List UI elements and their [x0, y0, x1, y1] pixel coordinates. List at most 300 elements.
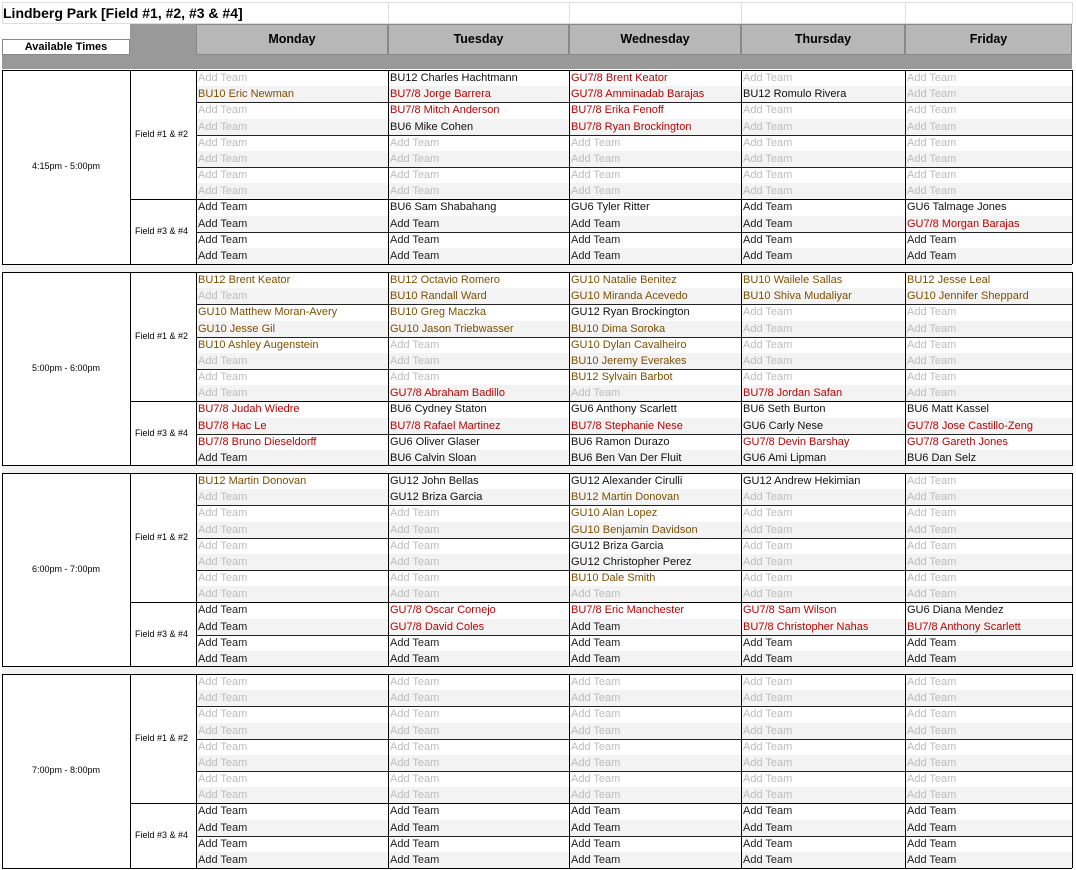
- add-team-slot[interactable]: Add Team: [198, 773, 248, 785]
- column-divider: [388, 473, 389, 667]
- add-team-slot[interactable]: Add Team: [907, 475, 957, 487]
- column-divider: [196, 674, 197, 868]
- header-field-column-shade: [130, 24, 196, 55]
- add-team-slot[interactable]: Add Team: [905, 248, 1072, 264]
- column-divider: [741, 674, 742, 868]
- add-team-slot[interactable]: Add Team: [196, 755, 388, 771]
- add-team-slot[interactable]: Add Team: [905, 755, 1072, 771]
- add-team-slot[interactable]: Add Team: [196, 119, 388, 135]
- add-team-slot[interactable]: Add Team: [741, 651, 905, 667]
- team-slot[interactable]: BU7/8 Bruno Dieseldorff: [198, 435, 317, 448]
- add-team-slot[interactable]: Add Team: [905, 183, 1072, 199]
- team-slot[interactable]: GU12 Alexander Cirulli: [571, 475, 683, 487]
- team-slot[interactable]: BU10 Wailele Sallas: [743, 274, 843, 286]
- add-team-slot[interactable]: Add Team: [907, 104, 957, 117]
- add-team-slot[interactable]: Add Team: [390, 539, 440, 552]
- day-header-friday: Friday: [905, 24, 1072, 55]
- add-team-slot[interactable]: Add Team: [388, 723, 569, 739]
- add-team-slot[interactable]: Add Team: [907, 636, 957, 649]
- team-slot[interactable]: GU12 John Bellas: [390, 475, 479, 487]
- add-team-slot[interactable]: Add Team: [196, 151, 388, 167]
- add-team-slot[interactable]: Add Team: [390, 740, 440, 753]
- page-title: Lindberg Park [Field #1, #2, #3 & #4]: [3, 5, 243, 21]
- add-team-slot[interactable]: Add Team: [743, 72, 793, 84]
- add-team-slot[interactable]: Add Team: [741, 820, 905, 836]
- team-slot[interactable]: BU10 Shiva Mudaliyar: [741, 288, 905, 304]
- add-team-slot[interactable]: Add Team: [905, 723, 1072, 739]
- column-divider: [130, 473, 131, 667]
- add-team-slot[interactable]: Add Team: [388, 216, 569, 232]
- column-divider: [130, 674, 131, 868]
- add-team-slot[interactable]: Add Team: [743, 773, 793, 785]
- team-slot[interactable]: BU7/8 Mitch Anderson: [390, 104, 500, 117]
- add-team-slot[interactable]: Add Team: [388, 651, 569, 667]
- add-team-slot[interactable]: Add Team: [743, 740, 793, 753]
- column-divider: [2, 272, 3, 466]
- add-team-slot[interactable]: Add Team: [571, 805, 621, 818]
- add-team-slot[interactable]: Add Team: [907, 233, 957, 246]
- day-header-tuesday: Tuesday: [388, 24, 569, 55]
- team-slot[interactable]: BU6 Cydney Staton: [390, 403, 487, 416]
- team-slot[interactable]: GU7/8 Oscar Cornejo: [390, 604, 496, 617]
- add-team-slot[interactable]: Add Team: [198, 740, 248, 753]
- team-slot[interactable]: GU7/8 Abraham Badillo: [388, 385, 569, 401]
- header-top-divider: [569, 2, 570, 24]
- team-slot[interactable]: BU10 Eric Newman: [196, 86, 388, 102]
- add-team-slot[interactable]: Add Team: [196, 651, 388, 667]
- column-divider: [1072, 272, 1073, 466]
- field-group-label: Field #1 & #2: [135, 531, 189, 542]
- add-team-slot[interactable]: Add Team: [571, 233, 621, 246]
- add-team-slot[interactable]: Add Team: [196, 450, 388, 466]
- team-slot[interactable]: GU10 Dylan Cavalheiro: [571, 338, 687, 351]
- add-team-slot[interactable]: Add Team: [743, 676, 793, 688]
- add-team-slot[interactable]: Add Team: [571, 773, 621, 785]
- add-team-slot[interactable]: Add Team: [196, 353, 388, 369]
- team-slot[interactable]: BU10 Dima Soroka: [569, 321, 741, 337]
- team-slot[interactable]: BU10 Greg Maczka: [390, 306, 486, 319]
- add-team-slot[interactable]: Add Team: [571, 676, 621, 688]
- add-team-slot[interactable]: Add Team: [743, 539, 793, 552]
- add-team-slot[interactable]: Add Team: [196, 183, 388, 199]
- add-team-slot[interactable]: Add Team: [741, 852, 905, 868]
- team-slot[interactable]: GU10 Alan Lopez: [571, 507, 658, 520]
- add-team-slot[interactable]: Add Team: [743, 136, 793, 149]
- team-slot[interactable]: GU12 Andrew Hekimian: [743, 475, 861, 487]
- add-team-slot[interactable]: Add Team: [743, 708, 793, 721]
- add-team-slot[interactable]: Add Team: [743, 371, 793, 383]
- add-team-slot[interactable]: Add Team: [198, 371, 248, 383]
- add-team-slot[interactable]: Add Team: [741, 183, 905, 199]
- add-team-slot[interactable]: Add Team: [569, 723, 741, 739]
- add-team-slot[interactable]: Add Team: [569, 151, 741, 167]
- add-team-slot[interactable]: Add Team: [743, 233, 793, 246]
- add-team-slot[interactable]: Add Team: [390, 676, 440, 688]
- team-slot[interactable]: BU7/8 Judah Wiedre: [198, 403, 300, 416]
- add-team-slot[interactable]: Add Team: [571, 837, 621, 850]
- add-team-slot[interactable]: Add Team: [388, 820, 569, 836]
- add-team-slot[interactable]: Add Team: [388, 787, 569, 803]
- team-slot[interactable]: GU7/8 Amminadab Barajas: [569, 86, 741, 102]
- team-slot[interactable]: BU10 Ashley Augenstein: [198, 338, 319, 351]
- header-top-divider: [905, 2, 906, 24]
- column-divider: [2, 70, 3, 264]
- team-slot[interactable]: BU7/8 Jordan Safan: [741, 385, 905, 401]
- team-slot[interactable]: BU7/8 Stephanie Nese: [569, 418, 741, 434]
- block-separator: [2, 264, 1072, 273]
- field-group-label: Field #1 & #2: [135, 128, 189, 139]
- add-team-slot[interactable]: Add Team: [905, 690, 1072, 706]
- team-slot[interactable]: GU6 Anthony Scarlett: [571, 403, 677, 416]
- add-team-slot[interactable]: Add Team: [743, 201, 793, 214]
- add-team-slot[interactable]: Add Team: [907, 539, 957, 552]
- team-slot[interactable]: BU12 Brent Keator: [198, 274, 291, 286]
- column-divider: [741, 473, 742, 667]
- add-team-slot[interactable]: Add Team: [571, 169, 621, 181]
- add-team-slot[interactable]: Add Team: [390, 233, 440, 246]
- add-team-slot[interactable]: Add Team: [741, 321, 905, 337]
- header-top-divider: [1072, 2, 1073, 24]
- add-team-slot[interactable]: Add Team: [905, 820, 1072, 836]
- column-divider: [130, 70, 131, 264]
- add-team-slot[interactable]: Add Team: [388, 183, 569, 199]
- block-separator: [2, 666, 1072, 675]
- add-team-slot[interactable]: Add Team: [196, 554, 388, 570]
- add-team-slot[interactable]: Add Team: [907, 805, 957, 818]
- add-team-slot[interactable]: Add Team: [905, 151, 1072, 167]
- team-slot[interactable]: BU6 Dan Selz: [905, 450, 1072, 466]
- column-divider: [1072, 674, 1073, 868]
- field-group-label: Field #3 & #4: [135, 628, 189, 639]
- add-team-slot[interactable]: Add Team: [198, 104, 248, 117]
- add-team-slot[interactable]: Add Team: [905, 522, 1072, 538]
- field-group-label: Field #3 & #4: [135, 225, 189, 236]
- team-slot[interactable]: BU6 Mike Cohen: [388, 119, 569, 135]
- add-team-slot[interactable]: Add Team: [907, 507, 957, 520]
- add-team-slot[interactable]: Add Team: [196, 522, 388, 538]
- team-slot[interactable]: GU10 Jesse Gil: [196, 321, 388, 337]
- add-team-slot[interactable]: Add Team: [198, 539, 248, 552]
- add-team-slot[interactable]: Add Team: [905, 787, 1072, 803]
- add-team-slot[interactable]: Add Team: [390, 507, 440, 520]
- add-team-slot[interactable]: Add Team: [196, 690, 388, 706]
- add-team-slot[interactable]: Add Team: [743, 636, 793, 649]
- add-team-slot[interactable]: Add Team: [390, 837, 440, 850]
- team-slot[interactable]: GU7/8 David Coles: [388, 619, 569, 635]
- team-slot[interactable]: GU6 Ami Lipman: [741, 450, 905, 466]
- add-team-slot[interactable]: Add Team: [905, 554, 1072, 570]
- add-team-slot[interactable]: Add Team: [390, 572, 440, 584]
- add-team-slot[interactable]: Add Team: [741, 489, 905, 505]
- team-slot[interactable]: GU10 Miranda Acevedo: [569, 288, 741, 304]
- team-slot[interactable]: BU7/8 Eric Manchester: [571, 604, 685, 617]
- add-team-slot[interactable]: Add Team: [198, 636, 248, 649]
- day-header-wednesday: Wednesday: [569, 24, 741, 55]
- add-team-slot[interactable]: Add Team: [741, 787, 905, 803]
- add-team-slot[interactable]: Add Team: [390, 773, 440, 785]
- add-team-slot[interactable]: Add Team: [743, 507, 793, 520]
- team-slot[interactable]: GU7/8 Devin Barshay: [743, 435, 850, 448]
- block-separator: [2, 465, 1072, 474]
- column-divider: [569, 272, 570, 466]
- team-slot[interactable]: GU12 Briza Garcia: [571, 539, 664, 552]
- time-slot-label: 6:00pm - 7:00pm: [31, 564, 101, 574]
- add-team-slot[interactable]: Add Team: [569, 385, 741, 401]
- team-slot[interactable]: BU6 Sam Shabahang: [390, 201, 497, 214]
- add-team-slot[interactable]: Add Team: [388, 690, 569, 706]
- add-team-slot[interactable]: Add Team: [388, 852, 569, 868]
- add-team-slot[interactable]: Add Team: [907, 773, 957, 785]
- column-divider: [569, 473, 570, 667]
- add-team-slot[interactable]: Add Team: [390, 169, 440, 181]
- team-slot[interactable]: GU7/8 Sam Wilson: [743, 604, 837, 617]
- add-team-slot[interactable]: Add Team: [743, 306, 793, 319]
- column-divider: [905, 674, 906, 868]
- add-team-slot[interactable]: Add Team: [907, 338, 957, 351]
- add-team-slot[interactable]: Add Team: [569, 755, 741, 771]
- add-team-slot[interactable]: Add Team: [569, 586, 741, 602]
- team-slot[interactable]: BU6 Ramon Durazo: [571, 435, 670, 448]
- column-divider: [130, 272, 131, 466]
- team-slot[interactable]: BU7/8 Erika Fenoff: [571, 104, 664, 117]
- add-team-slot[interactable]: Add Team: [390, 338, 440, 351]
- add-team-slot[interactable]: Add Team: [388, 353, 569, 369]
- add-team-slot[interactable]: Add Team: [907, 708, 957, 721]
- team-slot[interactable]: GU7/8 Brent Keator: [571, 72, 668, 84]
- add-team-slot[interactable]: Add Team: [571, 136, 621, 149]
- column-divider: [196, 272, 197, 466]
- add-team-slot[interactable]: Add Team: [196, 723, 388, 739]
- add-team-slot[interactable]: Add Team: [741, 554, 905, 570]
- add-team-slot[interactable]: Add Team: [569, 651, 741, 667]
- add-team-slot[interactable]: Add Team: [741, 586, 905, 602]
- add-team-slot[interactable]: Add Team: [905, 86, 1072, 102]
- add-team-slot[interactable]: Add Team: [388, 151, 569, 167]
- block-bottom-line: [2, 868, 1072, 869]
- team-slot[interactable]: BU12 Martin Donovan: [198, 475, 307, 487]
- add-team-slot[interactable]: Add Team: [388, 522, 569, 538]
- add-team-slot[interactable]: Add Team: [196, 820, 388, 836]
- add-team-slot[interactable]: Add Team: [196, 248, 388, 264]
- team-slot[interactable]: GU6 Carly Nese: [741, 418, 905, 434]
- add-team-slot[interactable]: Add Team: [905, 586, 1072, 602]
- add-team-slot[interactable]: Add Team: [907, 72, 957, 84]
- header-separator-bar: [2, 55, 1072, 69]
- team-slot[interactable]: GU10 Jennifer Sheppard: [905, 288, 1072, 304]
- add-team-slot[interactable]: Add Team: [907, 371, 957, 383]
- add-team-slot[interactable]: Add Team: [198, 837, 248, 850]
- add-team-slot[interactable]: Add Team: [741, 723, 905, 739]
- add-team-slot[interactable]: Add Team: [905, 119, 1072, 135]
- add-team-slot[interactable]: Add Team: [390, 805, 440, 818]
- add-team-slot[interactable]: Add Team: [741, 522, 905, 538]
- add-team-slot[interactable]: Add Team: [198, 136, 248, 149]
- add-team-slot[interactable]: Add Team: [741, 119, 905, 135]
- team-slot[interactable]: BU10 Dale Smith: [571, 572, 656, 584]
- field-group-label: Field #1 & #2: [135, 732, 189, 743]
- add-team-slot[interactable]: Add Team: [198, 708, 248, 721]
- add-team-slot[interactable]: Add Team: [743, 104, 793, 117]
- team-slot[interactable]: GU6 Oliver Glaser: [390, 435, 480, 448]
- add-team-slot[interactable]: Add Team: [741, 216, 905, 232]
- add-team-slot[interactable]: Add Team: [569, 820, 741, 836]
- add-team-slot[interactable]: Add Team: [905, 353, 1072, 369]
- column-divider: [196, 70, 197, 264]
- add-team-slot[interactable]: Add Team: [907, 169, 957, 181]
- add-team-slot[interactable]: Add Team: [388, 248, 569, 264]
- add-team-slot[interactable]: Add Team: [743, 837, 793, 850]
- add-team-slot[interactable]: Add Team: [390, 371, 440, 383]
- team-slot[interactable]: BU7/8 Ryan Brockington: [569, 119, 741, 135]
- team-slot[interactable]: GU10 Benjamin Davidson: [569, 522, 741, 538]
- header-top-divider: [388, 2, 389, 24]
- add-team-slot[interactable]: Add Team: [569, 619, 741, 635]
- column-divider: [196, 473, 197, 667]
- add-team-slot[interactable]: Add Team: [569, 216, 741, 232]
- add-team-slot[interactable]: Add Team: [198, 604, 248, 617]
- add-team-slot[interactable]: Add Team: [905, 852, 1072, 868]
- column-divider: [2, 473, 3, 667]
- time-slot-label: 4:15pm - 5:00pm: [31, 161, 101, 171]
- add-team-slot[interactable]: Add Team: [907, 837, 957, 850]
- add-team-slot[interactable]: Add Team: [905, 385, 1072, 401]
- time-slot-label: 7:00pm - 8:00pm: [31, 765, 101, 775]
- team-slot[interactable]: BU7/8 Jorge Barrera: [388, 86, 569, 102]
- add-team-slot[interactable]: Add Team: [741, 248, 905, 264]
- team-slot[interactable]: BU6 Calvin Sloan: [388, 450, 569, 466]
- team-slot[interactable]: GU12 Christopher Perez: [569, 554, 741, 570]
- add-team-slot[interactable]: Add Team: [905, 489, 1072, 505]
- add-team-slot[interactable]: Add Team: [743, 169, 793, 181]
- team-slot[interactable]: BU12 Charles Hachtmann: [390, 72, 518, 84]
- team-slot[interactable]: GU6 Talmage Jones: [907, 201, 1007, 214]
- add-team-slot[interactable]: Add Team: [198, 805, 248, 818]
- team-slot[interactable]: GU12 Briza Garcia: [388, 489, 569, 505]
- team-slot[interactable]: GU7/8 Jose Castillo-Zeng: [905, 418, 1072, 434]
- team-slot[interactable]: BU7/8 Rafael Martinez: [388, 418, 569, 434]
- column-divider: [388, 272, 389, 466]
- team-slot[interactable]: BU6 Ben Van Der Fluit: [569, 450, 741, 466]
- add-team-slot[interactable]: Add Team: [569, 787, 741, 803]
- add-team-slot[interactable]: Add Team: [907, 572, 957, 584]
- team-slot[interactable]: BU7/8 Hac Le: [196, 418, 388, 434]
- add-team-slot[interactable]: Add Team: [196, 385, 388, 401]
- header-top-divider: [2, 2, 3, 24]
- team-slot[interactable]: GU7/8 Morgan Barajas: [905, 216, 1072, 232]
- team-slot[interactable]: BU12 Romulo Rivera: [741, 86, 905, 102]
- team-slot[interactable]: GU6 Diana Mendez: [907, 604, 1004, 617]
- column-divider: [569, 70, 570, 264]
- column-divider: [905, 70, 906, 264]
- add-team-slot[interactable]: Add Team: [907, 136, 957, 149]
- add-team-slot[interactable]: Add Team: [907, 676, 957, 688]
- add-team-slot[interactable]: Add Team: [571, 708, 621, 721]
- add-team-slot[interactable]: Add Team: [388, 755, 569, 771]
- add-team-slot[interactable]: Add Team: [390, 708, 440, 721]
- add-team-slot[interactable]: Add Team: [388, 586, 569, 602]
- team-slot[interactable]: BU12 Jesse Leal: [907, 274, 991, 286]
- add-team-slot[interactable]: Add Team: [198, 72, 248, 84]
- add-team-slot[interactable]: Add Team: [390, 136, 440, 149]
- day-header-thursday: Thursday: [741, 24, 905, 55]
- add-team-slot[interactable]: Add Team: [198, 233, 248, 246]
- team-slot[interactable]: GU10 Natalie Benitez: [571, 274, 677, 286]
- add-team-slot[interactable]: Add Team: [741, 151, 905, 167]
- team-slot[interactable]: GU10 Matthew Moran-Avery: [198, 306, 338, 319]
- add-team-slot[interactable]: Add Team: [196, 288, 388, 304]
- add-team-slot[interactable]: Add Team: [907, 740, 957, 753]
- team-slot[interactable]: GU12 Ryan Brockington: [571, 306, 690, 319]
- add-team-slot[interactable]: Add Team: [569, 183, 741, 199]
- time-slot-label: 5:00pm - 6:00pm: [31, 363, 101, 373]
- column-divider: [741, 272, 742, 466]
- add-team-slot[interactable]: Add Team: [390, 636, 440, 649]
- block-top-line: [2, 70, 1072, 71]
- team-slot[interactable]: BU10 Randall Ward: [388, 288, 569, 304]
- header-line: [2, 23, 1072, 24]
- column-divider: [1072, 70, 1073, 264]
- add-team-slot[interactable]: Add Team: [196, 852, 388, 868]
- add-team-slot[interactable]: Add Team: [196, 216, 388, 232]
- team-slot[interactable]: BU7/8 Anthony Scarlett: [905, 619, 1072, 635]
- team-slot[interactable]: BU12 Octavio Romero: [390, 274, 501, 286]
- field-group-label: Field #3 & #4: [135, 829, 189, 840]
- team-slot[interactable]: BU6 Matt Kassel: [907, 403, 989, 416]
- add-team-slot[interactable]: Add Team: [198, 201, 248, 214]
- add-team-slot[interactable]: Add Team: [741, 755, 905, 771]
- team-slot[interactable]: BU12 Sylvain Barbot: [571, 371, 673, 383]
- add-team-slot[interactable]: Add Team: [569, 852, 741, 868]
- add-team-slot[interactable]: Add Team: [198, 169, 248, 181]
- team-slot[interactable]: GU7/8 Gareth Jones: [907, 435, 1008, 448]
- team-slot[interactable]: GU6 Tyler Ritter: [571, 201, 650, 214]
- team-slot[interactable]: BU7/8 Christopher Nahas: [741, 619, 905, 635]
- add-team-slot[interactable]: Add Team: [569, 248, 741, 264]
- column-divider: [905, 272, 906, 466]
- header-top-line: [2, 2, 1072, 3]
- column-divider: [388, 674, 389, 868]
- add-team-slot[interactable]: Add Team: [571, 740, 621, 753]
- add-team-slot[interactable]: Add Team: [743, 338, 793, 351]
- add-team-slot[interactable]: Add Team: [905, 651, 1072, 667]
- add-team-slot[interactable]: Add Team: [198, 507, 248, 520]
- team-slot[interactable]: BU6 Seth Burton: [743, 403, 826, 416]
- header-top-divider: [741, 2, 742, 24]
- team-slot[interactable]: GU10 Jason Triebwasser: [388, 321, 569, 337]
- add-team-slot[interactable]: Add Team: [569, 690, 741, 706]
- add-team-slot[interactable]: Add Team: [196, 586, 388, 602]
- add-team-slot[interactable]: Add Team: [196, 787, 388, 803]
- add-team-slot[interactable]: Add Team: [743, 572, 793, 584]
- add-team-slot[interactable]: Add Team: [196, 489, 388, 505]
- add-team-slot[interactable]: Add Team: [905, 321, 1072, 337]
- add-team-slot[interactable]: Add Team: [743, 805, 793, 818]
- team-slot[interactable]: BU10 Jeremy Everakes: [569, 353, 741, 369]
- column-divider: [388, 70, 389, 264]
- add-team-slot[interactable]: Add Team: [196, 619, 388, 635]
- add-team-slot[interactable]: Add Team: [571, 636, 621, 649]
- add-team-slot[interactable]: Add Team: [198, 676, 248, 688]
- add-team-slot[interactable]: Add Team: [907, 306, 957, 319]
- add-team-slot[interactable]: Add Team: [741, 690, 905, 706]
- team-slot[interactable]: BU12 Martin Donovan: [569, 489, 741, 505]
- add-team-slot[interactable]: Add Team: [388, 554, 569, 570]
- add-team-slot[interactable]: Add Team: [198, 572, 248, 584]
- column-divider: [905, 473, 906, 667]
- add-team-slot[interactable]: Add Team: [741, 353, 905, 369]
- column-divider: [2, 674, 3, 868]
- field-group-label: Field #3 & #4: [135, 427, 189, 438]
